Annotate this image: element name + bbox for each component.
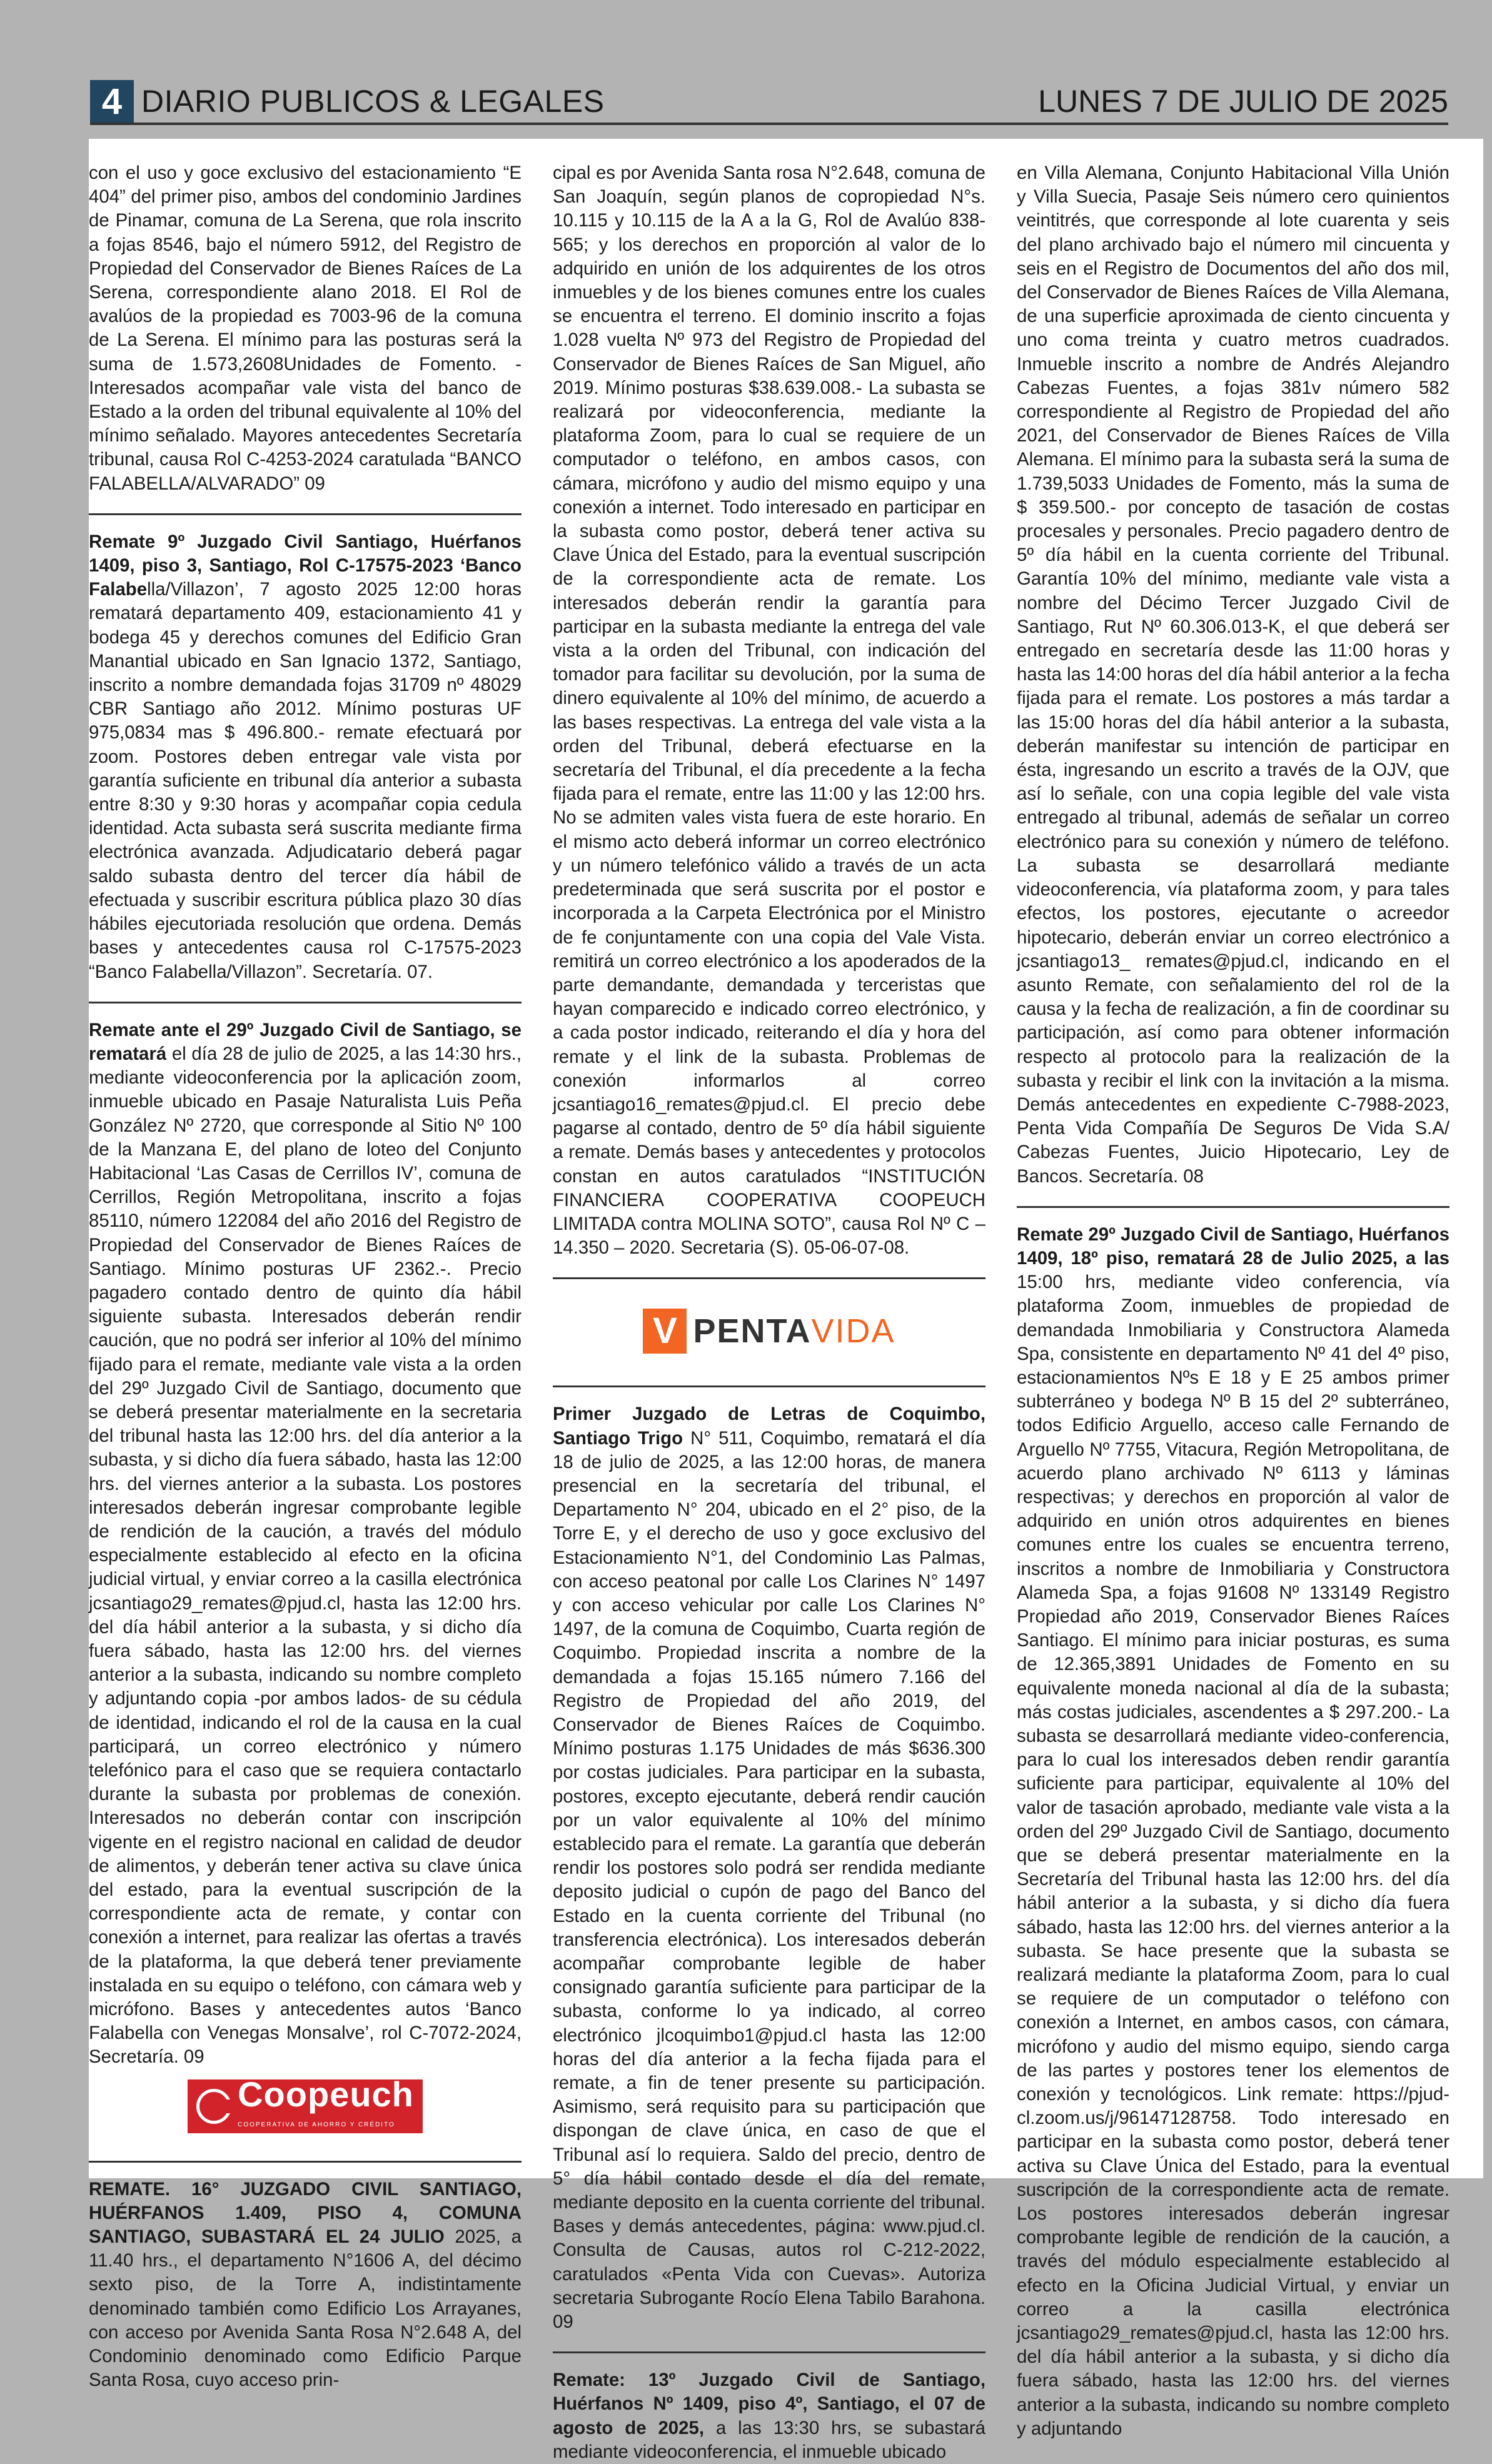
notice-divider: [553, 1385, 985, 1387]
publication-date: LUNES 7 DE JULIO DE 2025: [1038, 84, 1448, 119]
newspaper-page: [89, 139, 1483, 2462]
page-number: 4: [90, 80, 134, 124]
notice-text: lla/Villazon’, 7 agosto 2025 12:00 horas rematará departamento 409, estacionamiento 41 y bodega 45 y derechos comunes del Edificio Gran Manantial ubicado en San Ignacio 1372, Santiago, inscrito a nombre demandada fojas 31709 nº 48029 CBR Santiago año 2012. Mínimo posturas UF 975,0834 mas $ 496.800.- remate efectuará por zoom. Postores deben entregar vale vista por garantía suficiente en tribunal día anterior a subasta entre 8:30 y 9:30 horas y acompañar copia cedula identidad. Acta subasta será suscrita mediante firma electrónica avanzada. Adjudicatario deberá pagar saldo subasta dentro del tercer día hábil de efectuada y suscribir escritura pública plazo 30 días hábiles ejecutoriada resolución que ordena. Demás bases y antecedentes causa rol C-17575-2023 “Banco Falabella/Villazon”. Secretaría. 07.: [89, 579, 522, 982]
notice-remate-29-juzgado: [89, 1018, 522, 2069]
notice-divider: [89, 513, 522, 515]
notice-text: el día 28 de julio de 2025, a las 14:30 hrs., mediante videoconferencia por la aplicación zoom, inmueble ubicado en Pasaje Naturalista Luis Peña González Nº 2720, que corresponde al Sitio Nº 100 de la Manzana E, del plano de loteo del Conjunto Habitacional ‘Las Casas de Cerrillos IV’, comuna de Cerrillos, Región Metropolitana, inscrito a fojas 85110, número 122084 del año 2016 del Registro de Propiedad del Conservador de Bienes Raíces de Santiago. Mínimo posturas UF 2362.-. Precio pagadero contado dentro de quinto día hábil siguiente subasta. Interesados deberán rendir caución, que no podrá ser inferior al 10% del mínimo fijado para el remate, mediante vale vista a la orden del 29º Juzgado Civil de Santiago, documento que se deberá presentar materialmente en la secretaria del tribunal hasta las 12:00 hrs. del día anterior a la subasta, y si dicho día fuera sábado, hasta las 12:00 hrs. del viernes anterior a la subasta. Los postores interesados deberán ingresar comprobante legible de rendición de la caución, a través del módulo especialmente establecido al efecto en la oficina judicial virtual, y enviar correo a la casilla electrónica jcsantiago29_remates@pjud.cl, hasta las 12:00 hrs. del día hábil anterior a la subasta, y si dicho día fuera sábado, hasta las 12:00 hrs. del viernes anterior a la subasta, indicando su nombre completo y adjuntando copia -por ambos lados- de su cédula de identidad, indicando el rol de la causa en la cual participará, un correo electrónico y número telefónico para el caso que se requiera contactarlo durante la subasta por problemas de conexión. Interesados no deberán contar con inscripción vigente en el registro nacional en calidad de deudor de alimentos, y deberán tener activa su clave única del estado, para la eventual suscripción de la correspondiente acta de remate, y contar con conexión a internet, para realizar las ofertas a través de la plataforma, la que deberá tener previamente instalada en su equipo o teléfono, con cámara web y micrófono. Bases y antecedentes autos ‘Banco Falabella con Venegas Monsalve’, rol C-7072-2024, Secretaría. 09: [89, 1043, 522, 2068]
notice-remate-16-juzgado: [89, 2178, 522, 2393]
notice-divider: [553, 2351, 985, 2353]
notice-text: con el uso y goce exclusivo del estacionamiento “E 404” del primer piso, ambos del condominio Jardines de Pinamar, comuna de La Serena, que rola inscrito a fojas 8546, bajo el número 5912, del Registro de Propiedad del Conservador de Bienes Raíces de La Serena, correspondiente alano 2018. El Rol de avalúos de la propiedad es 7003-96 de la comuna de La Serena. El mínimo para las posturas será la suma de 1.573,2608Unidades de Fomento. - Interesados acompañar vale vista del banco de Estado a la orden del tribunal equivalente al 10% del mínimo señalado. Mayores antecedentes Secretaría tribunal, causa Rol C-4253-2024 caratulada “BANCO FALABELLA/ALVARADO” 09: [89, 163, 522, 494]
column-2: [553, 161, 985, 2462]
notice-heading: Primer Juzgado de Letras de Coquimbo, Santiago Trigo: [553, 1404, 985, 1449]
notice-continuation: [1017, 161, 1449, 1189]
coopeuch-logo: [89, 2069, 522, 2143]
notice-text: 15:00 hrs, mediante video conferencia, vía plataforma Zoom, inmuebles de propiedad de demandada Inmobiliaria y Constructora Alameda Spa, consistente en departamento Nº 41 del 4º piso, estacionamientos Nºs E 18 y E 25 ambos primer subterráneo y bodega Nº B 15 del 2º subterráneo, todos Edificio Arguello, acceso calle Fernando de Arguello Nº 7755, Vitacura, Región Metropolitana, de acuerdo plano archivado Nº 6113 y láminas respectivas; y derechos en proporción al valor de adquirido en unión otros adquirentes en bienes comunes entre los cuales se encuentra terreno, inscritos a nombre de Inmobiliaria y Constructora Alameda Spa, a fojas 91608 Nº 133149 Registro Propiedad año 2019, Conservador Bienes Raíces Santiago. El mínimo para iniciar posturas, es suma de 12.365,3891 Unidades de Fomento en su equivalente moneda nacional al día de la subasta; más costas judiciales, ascendentes a $ 297.200.- La subasta se desarrollará mediante video-conferencia, para lo cual los interesados deben rendir garantía suficiente para participar, equivalente al 10% del valor de tasación aprobado, mediante vale vista a la orden del 29º Juzgado Civil de Santiago, documento que se deberá presentar materialmente en la Secretaría del Tribunal hasta las 12:00 hrs. del día hábil anterior a la subasta, y si dicho día fuera sábado, hasta las 12:00 hrs. del viernes anterior a la subasta. Se hace presente que la subasta se realizará mediante la plataforma Zoom, para lo cual se requiere de un computador o teléfono con conexión a Internet, en ambos casos, con cámara, micrófono y audio del mismo equipo, siendo carga de las partes y postores tener los elementos de conexión y tecnológicos. Link remate: https://pjud-cl.zoom.us/j/96147128758. Todo interesado en participar en la subasta como postor, deberá tener activa su Clave Única del Estado, para la eventual suscripción de la correspondiente acta de remate. Los postores interesados deberán ingresar comprobante legible de rendición de la caución, a través del módulo especialmente establecido al efecto en la Oficina Judicial Virtual, y enviar un correo a la casilla electrónica jcsantiago29_remates@pjud.cl, hasta las 12:00 hrs. del día hábil anterior a la subasta, y si dicho día fuera sábado, hasta las 12:00 hrs. del viernes anterior a la subasta, indicando su nombre completo y adjuntando: [1017, 1272, 1449, 2439]
header-divider: [90, 123, 1448, 125]
notice-continuation: [89, 161, 522, 496]
notice-heading: Remate ante el 29º Juzgado Civil de Santiago, se rematará: [89, 1019, 522, 1064]
coopeuch-tagline: COOPERATIVA DE AHORRO Y CRÉDITO: [238, 2121, 395, 2128]
notice-text: cipal es por Avenida Santa rosa N°2.648, comuna de San Joaquín, según planos de copropiedad N°s. 10.115 y 10.115 de la A a la G, Rol de Avalúo 838-565; y los derechos en proporción al valor de lo adquirido en unión de los adquirentes de los otros inmuebles y de los bienes comunes entre los cuales se encuentra el terreno. El dominio inscrito a fojas 1.028 vuelta Nº 973 del Registro de Propiedad del Conservador de Bienes Raíces de San Miguel, año 2019. Mínimo posturas $38.639.008.- La subasta se realizará por videoconferencia, mediante la plataforma Zoom, para lo cual se requiere de un computador o teléfono, en ambos casos, con cámara, micrófono y audio del mismo equipo y una conexión a internet. Todo interesado en participar en la subasta como postor, deberá tener activa su Clave Única del Estado, para la eventual suscripción de la correspondiente acta de remate. Los interesados deberán rendir la garantía para participar en la subasta mediante la entrega del vale vista a la orden del Tribunal, con indicación del tomador para facilitar su devolución, por la suma de dinero equivalente al 10% del mínimo, de acuerdo a las bases respectivas. La entrega del vale vista a la orden del Tribunal, deberá efectuarse en la secretaría del Tribunal, el día precedente a la fecha fijada para el remate, entre las 11:00 y las 12:00 hrs. No se admiten vales vista fuera de este horario. En el mismo acto deberá informar un correo electrónico y un número telefónico válido a través de un acta predeterminada que será suscrita por el postor e incorporada a la Carpeta Electrónica por el Ministro de fe conjuntamente con una copia del Vale Vista. remitirá un correo electrónico a los apoderados de la parte demandante, demandada y terceristas que hayan comparecido e indicado correo electrónico, y a cada postor indicado, reiterando el día y hora del remate y el link de la subasta. Problemas de conexión informarlos al correo jcsantiago16_remates@pjud.cl. El precio debe pagarse al contado, dentro de 5º día hábil siguiente a remate. Demás bases y antecedentes y protocolos constan en autos caratulados “INSTITUCIÓN FINANCIERA COOPERATIVA COOPEUCH LIMITADA contra MOLINA SOTO”, causa Rol Nº C – 14.350 – 2020. Secretaria (S). 05-06-07-08.: [553, 163, 985, 1259]
notice-heading: REMATE. 16° JUZGADO CIVIL SANTIAGO, HUÉRFANOS 1.409, PISO 4, COMUNA SANTIAGO, SUBASTARÁ EL 24 JULIO: [89, 2178, 522, 2248]
notice-divider: [553, 1277, 985, 1279]
notice-heading: Remate: 13º Juzgado Civil de Santiago, Huérfanos Nº 1409, piso 4º, Santiago, el 07 de agosto de 2025,: [553, 2370, 985, 2438]
notice-divider: [89, 1002, 522, 1003]
notice-text: en Villa Alemana, Conjunto Habitacional Villa Unión y Villa Suecia, Pasaje Seis número cero quinientos veintitrés, que corresponde al lote cuarenta y seis del plano archivado bajo el número mil cincuenta y seis en el Registro de Documentos del año dos mil, del Conservador de Bienes Raíces de Villa Alemana, de una superficie aproximada de ciento cincuenta y uno coma treinta y cuatro metros cuadrados. Inmueble inscrito a nombre de Andrés Alejandro Cabezas Fuentes, a fojas 381v número 582 correspondiente al Registro de Propiedad del año 2021, del Conservador de Bienes Raíces de Villa Alemana. El mínimo para la subasta será la suma de 1.739,5033 Unidades de Fomento, más la suma de $ 359.500.- por concepto de tasación de costas procesales y personales. Precio pagadero dentro de 5º día hábil en la cuenta corriente del Tribunal. Garantía 10% del mínimo, mediante vale vista a nombre del Décimo Tercer Juzgado Civil de Santiago, Rut Nº 60.306.013-K, el que deberá ser entregado en secretaría desde las 11:00 horas y hasta las 14:00 horas del día hábil anterior a la fecha fijada para el remate. Los postores a más tardar a las 15:00 horas del día hábil anterior a la subasta, deberán manifestar su intención de participar en ésta, ingresando un escrito a través de la OJV, que así lo señale, con una copia legible del vale vista entregado al tribunal, además de señalar un correo electrónico para su conexión y número de teléfono. La subasta se desarrollará mediante videoconferencia, vía plataforma zoom, y para tales efectos, los postores, ejecutante o acreedor hipotecario, deberán enviar un correo electrónico a jcsantiago13_ remates@pjud.cl, indicando en el asunto Remate, con señalamiento del rol de la causa y la fecha de realización, a fin de coordinar su participación, así como para obtener información respecto al protocolo para la realización de la subasta y recibir el link con la invitación a la misma. Demás antecedentes en expediente C-7988-2023, Penta Vida Compañía De Seguros De Vida S.A/ Cabezas Fuentes, Juicio Hipotecario, Ley de Bancos. Secretaría. 08: [1017, 163, 1449, 1187]
pentavida-wordmark-b: VIDA: [811, 1312, 895, 1350]
notice-text: a las 13:30 hrs, se subastará mediante videoconferencia, el inmueble ubicado: [553, 2417, 985, 2462]
notice-continuation: [553, 161, 985, 1260]
page-header: [0, 0, 1492, 139]
notice-divider: [1017, 1206, 1449, 1208]
notice-text: N° 511, Coquimbo, rematará el día 18 de julio de 2025, a las 12:00 horas, de manera presencial en la secretaría del tribunal, el Departamento N° 204, ubicado en el 2° piso, de la Torre E, y el derecho de uso y goce exclusivo del Estacionamiento N°1, del Condominio Las Palmas, con acceso peatonal por calle Los Clarines N° 1497 y con acceso vehicular por calle Los Clarines N° 1497, de la comuna de Coquimbo, Cuarta región de Coquimbo. Propiedad inscrita a nombre de la demandada a fojas 15.165 número 7.166 del Registro de Propiedad del año 2019, del Conservador de Bienes Raíces de Coquimbo. Mínimo posturas 1.175 Unidades de más $636.300 por costas judiciales. Para participar en la subasta, postores, excepto ejecutante, deberá rendir caución por un valor equivalente al 10% del mínimo establecido para el remate. La garantía que deberán rendir los postores solo podrá ser rendida mediante deposito judicial o cupón de pago del Banco del Estado en la cuenta corriente del Tribunal (no transferencia electrónica). Los interesados deberán acompañar comprobante legible de haber consignado garantía suficiente para participar de la subasta, conforme lo ya indicado, al correo electrónico jlcoquimbo1@pjud.cl hasta las 12:00 horas del día anterior a la fecha fijada para el remate, a fin de tener presente su participación. Asimismo, será requisito para su participación que dispongan de clave única, en caso de que el Tribunal así lo requiera. Saldo del precio, dentro de 5° día hábil contado desde el día del remate, mediante deposito en la cuenta corriente del tribunal. Bases y demás antecedentes, página: www.pjud.cl. Consulta de Causas, autos rol C-212-2022, caratulados «Penta Vida con Cuevas». Autoriza secretaria Subrogante Rocío Elena Tabilo Barahona. 09: [553, 1427, 985, 2333]
coopeuch-wordmark: Coopeuch: [238, 2074, 414, 2114]
notice-remate-29-juzgado-huerfanos: [1017, 1223, 1449, 2441]
notice-text: 2025, a 11.40 hrs., el departamento N°1606 A, del décimo sexto piso, de la Torre A, indistintamente denominado también como Edificio Los Arrayanes, con acceso por Avenida Santa Rosa N°2.648 A, del Condominio denominado como Edificio Parque Santa Rosa, cuyo acceso prin-: [89, 2226, 522, 2391]
notice-primer-juzgado-coquimbo: [553, 1402, 985, 2334]
notice-remate-13-juzgado: [553, 2368, 985, 2464]
column-3: [1017, 161, 1449, 2439]
pentavida-wordmark-a: PENTA: [693, 1312, 812, 1350]
pentavida-mark-icon: V: [643, 1309, 687, 1354]
notice-heading: Remate 9º Juzgado Civil Santiago, Huérfanos 1409, piso 3, Santiago, Rol C-17575-2023 ‘Banco Falabe: [89, 531, 522, 600]
column-1: [89, 161, 522, 2391]
publication-title: DIARIO PUBLICOS & LEGALES: [141, 84, 605, 119]
pentavida-logo: [553, 1294, 985, 1368]
notice-heading: Remate 29º Juzgado Civil de Santiago, Huérfanos 1409, 18º piso, rematará 28 de Julio 2025, a las: [1017, 1224, 1449, 1269]
notice-divider: [89, 2161, 522, 2163]
coopeuch-mark-icon: [196, 2089, 231, 2124]
notice-remate-9-juzgado: [89, 530, 522, 984]
